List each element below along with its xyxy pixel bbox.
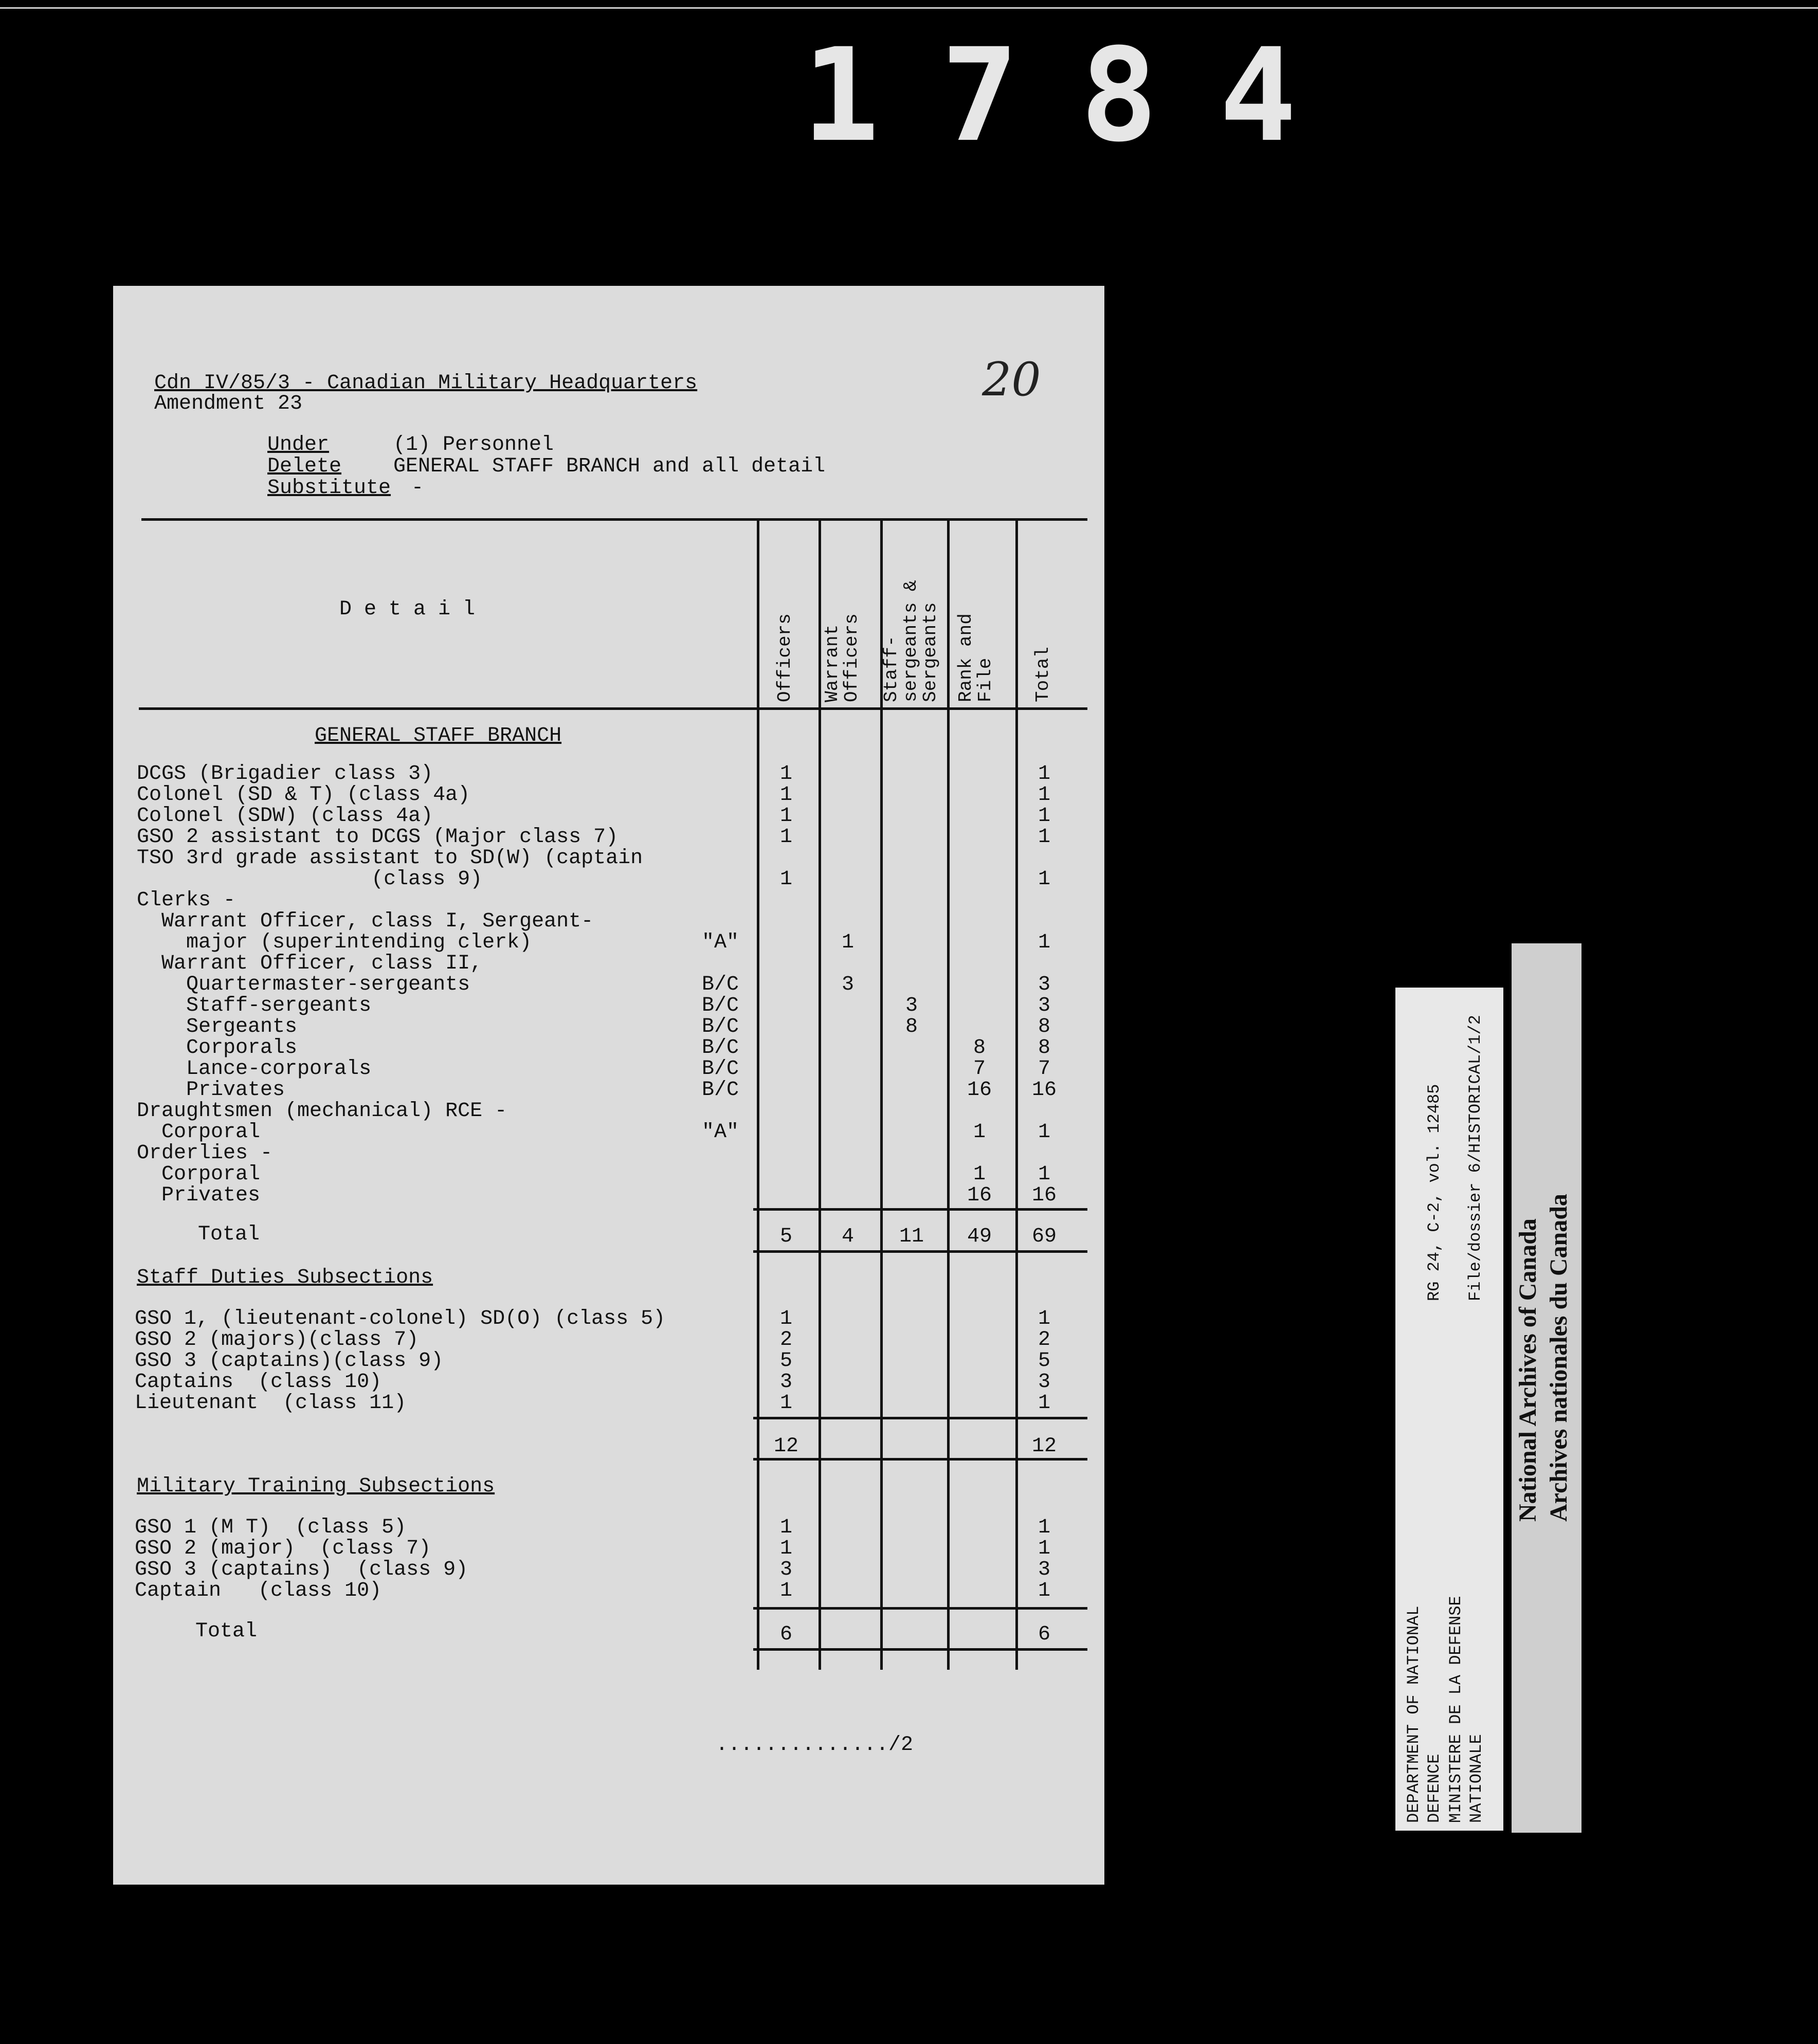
- table-row-detail: Lieutenant (class 11): [135, 1392, 407, 1415]
- table-cell-tot: 8: [1038, 1015, 1050, 1038]
- record-group-reference: RG 24, C-2, vol. 12485: [1425, 1084, 1444, 1301]
- subtotal-rule-bottom: [753, 1458, 1087, 1461]
- table-cell-off: 2: [779, 1328, 792, 1352]
- table-cell-off: 1: [779, 1392, 792, 1415]
- table-header-rule: [139, 707, 1087, 710]
- table-cell-ss: 8: [905, 1015, 918, 1038]
- total-rule-top: [753, 1208, 1087, 1211]
- table-top-rule: [141, 518, 1087, 521]
- table-cell-tot: 1: [1038, 931, 1050, 954]
- table-cell-tot: 8: [1038, 1036, 1050, 1060]
- table-cell-tot: 16: [1031, 1079, 1057, 1102]
- table-cell-tot: 16: [1031, 1184, 1057, 1207]
- staff-sergeants-column-header: Staff- sergeants & Sergeants: [881, 580, 941, 702]
- table-cell-rf: 1: [973, 1121, 986, 1144]
- total-staff-sergeants: 11: [899, 1225, 924, 1248]
- table-cell-tot: 1: [1038, 805, 1050, 828]
- table-cell-tot: 1: [1038, 783, 1050, 807]
- table-cell-tot: 3: [1038, 1558, 1050, 1581]
- table-cell-tot: 2: [1038, 1328, 1050, 1352]
- table-cell-off: 3: [779, 1558, 792, 1581]
- delete-label: Delete: [267, 455, 342, 478]
- archive-name-english: National Archives of Canada: [1514, 1218, 1541, 1522]
- total-officers: 5: [779, 1225, 792, 1248]
- total-rank-and-file: 49: [967, 1225, 992, 1248]
- table-cell-tot: 1: [1038, 1516, 1050, 1539]
- frame-number: 1784: [802, 21, 1359, 170]
- table-row-detail: Corporals: [137, 1036, 298, 1060]
- officers-column-header: Officers: [774, 613, 795, 702]
- total-warrant-officers: 4: [841, 1225, 854, 1248]
- subtotal-officers: 12: [773, 1435, 798, 1458]
- substitute-value: -: [411, 477, 424, 500]
- table-row-detail: major (superintending clerk): [137, 931, 532, 954]
- table-row-detail: Captain (class 10): [135, 1579, 382, 1602]
- file-reference: File/dossier 6/HISTORICAL/1/2: [1466, 1015, 1485, 1301]
- detail-column-header: D e t a i l: [339, 598, 476, 621]
- table-cell-tot: 1: [1038, 1392, 1050, 1415]
- table-row-detail: GSO 3 (captains)(class 9): [135, 1349, 444, 1373]
- under-value: (1) Personnel: [393, 433, 554, 457]
- table-cell-rf: 1: [973, 1163, 986, 1186]
- table-row-grade: B/C: [702, 994, 739, 1017]
- delete-value: GENERAL STAFF BRANCH and all detail: [393, 455, 826, 478]
- table-row-detail: Sergeants: [137, 1015, 298, 1038]
- section-title-staff-duties: Staff Duties Subsections: [137, 1266, 433, 1289]
- table-row-detail: Warrant Officer, class I, Sergeant-: [137, 910, 594, 933]
- substitute-label: Substitute: [267, 477, 391, 500]
- table-row-detail: GSO 2 assistant to DCGS (Major class 7): [137, 826, 619, 849]
- section-title-military-training: Military Training Subsections: [137, 1475, 495, 1498]
- table-cell-wo: 3: [841, 973, 854, 996]
- table-cell-tot: 1: [1038, 1579, 1050, 1602]
- table-row-detail: Clerks -: [137, 889, 236, 912]
- table-row-detail: Warrant Officer, class II,: [137, 952, 483, 975]
- table-cell-tot: 3: [1038, 973, 1050, 996]
- table-cell-tot: 1: [1038, 1537, 1050, 1560]
- table-cell-tot: 1: [1038, 1121, 1050, 1144]
- table-row-detail: TSO 3rd grade assistant to SD(W) (captain: [137, 847, 643, 870]
- document-page: [113, 286, 1104, 1885]
- section-title-general-staff: GENERAL STAFF BRANCH: [315, 724, 562, 747]
- table-row-detail: Lance-corporals: [137, 1057, 372, 1081]
- table-row-detail: Draughtsmen (mechanical) RCE -: [137, 1100, 507, 1123]
- table-row-detail: Colonel (SD & T) (class 4a): [137, 783, 470, 807]
- table-cell-off: 1: [779, 762, 792, 786]
- table-row-detail: (class 9): [137, 868, 483, 891]
- rank-and-file-column-header: Rank and File: [955, 613, 996, 702]
- table-row-detail: Staff-sergeants: [137, 994, 372, 1017]
- total-label: Total: [198, 1223, 260, 1246]
- table-row-detail: GSO 1, (lieutenant-colonel) SD(O) (class 5): [135, 1307, 666, 1330]
- table-cell-tot: 1: [1038, 1307, 1050, 1330]
- table-cell-rf: 8: [973, 1036, 986, 1060]
- department-french: MINISTERE DE LA DEFENSE NATIONALE: [1446, 1596, 1486, 1823]
- film-edge-line: [0, 7, 1818, 9]
- table-cell-off: 1: [779, 805, 792, 828]
- table-row-grade: B/C: [702, 1036, 739, 1060]
- table-row-grade: B/C: [702, 1079, 739, 1102]
- mt-total-label: Total: [195, 1620, 258, 1643]
- table-row-detail: Orderlies -: [137, 1142, 273, 1165]
- table-row-grade: B/C: [702, 1015, 739, 1038]
- table-cell-tot: 1: [1038, 762, 1050, 786]
- table-row-detail: Captains (class 10): [135, 1371, 382, 1394]
- column-divider: [757, 518, 759, 1670]
- table-cell-off: 3: [779, 1371, 792, 1394]
- department-english: DEPARTMENT OF NATIONAL DEFENCE: [1404, 1605, 1444, 1823]
- mt-total-rule-bottom: [753, 1648, 1087, 1651]
- table-cell-rf: 16: [967, 1184, 992, 1207]
- table-row-detail: GSO 2 (major) (class 7): [135, 1537, 431, 1560]
- table-cell-rf: 16: [967, 1079, 992, 1102]
- column-divider: [947, 518, 950, 1670]
- table-row-detail: Privates: [137, 1184, 261, 1207]
- table-cell-ss: 3: [905, 994, 918, 1017]
- table-cell-tot: 1: [1038, 868, 1050, 891]
- table-row-detail: Quartermaster-sergeants: [137, 973, 470, 996]
- table-row-grade: B/C: [702, 973, 739, 996]
- table-row-detail: Corporal: [137, 1163, 261, 1186]
- table-cell-tot: 5: [1038, 1349, 1050, 1373]
- total-column-header: Total: [1032, 646, 1053, 702]
- mt-total-rule-top: [753, 1607, 1087, 1610]
- table-cell-off: 1: [779, 1516, 792, 1539]
- table-cell-off: 5: [779, 1349, 792, 1373]
- subtotal-overall: 12: [1031, 1435, 1057, 1458]
- table-cell-tot: 1: [1038, 1163, 1050, 1186]
- table-row-detail: Corporal: [137, 1121, 261, 1144]
- table-row-detail: GSO 1 (M T) (class 5): [135, 1516, 407, 1539]
- handwritten-page-number: 20: [982, 353, 1041, 407]
- table-cell-off: 1: [779, 1537, 792, 1560]
- warrant-officers-column-header: Warrant Officers: [822, 613, 862, 702]
- amendment-label: Amendment 23: [154, 392, 303, 415]
- table-cell-off: 1: [779, 783, 792, 807]
- table-row-detail: GSO 2 (majors)(class 7): [135, 1328, 419, 1352]
- total-overall: 69: [1031, 1225, 1057, 1248]
- mt-total-overall: 6: [1038, 1623, 1050, 1646]
- table-row-detail: DCGS (Brigadier class 3): [137, 762, 433, 786]
- table-row-detail: Colonel (SDW) (class 4a): [137, 805, 433, 828]
- subtotal-rule-top: [753, 1417, 1087, 1419]
- table-cell-off: 1: [779, 826, 792, 849]
- archive-label: [1395, 988, 1503, 1831]
- archive-stamp: [1512, 943, 1581, 1833]
- table-cell-tot: 7: [1038, 1057, 1050, 1081]
- archive-name-french: Archives nationales du Canada: [1545, 1194, 1572, 1522]
- under-label: Under: [267, 433, 330, 457]
- continuation-note: ............../2: [716, 1733, 914, 1757]
- mt-total-officers: 6: [779, 1623, 792, 1646]
- table-row-grade: B/C: [702, 1057, 739, 1081]
- column-divider: [1015, 518, 1018, 1670]
- table-row-detail: Privates: [137, 1079, 285, 1102]
- document-heading: Cdn IV/85/3 - Canadian Military Headquarters: [154, 372, 698, 395]
- table-cell-tot: 3: [1038, 994, 1050, 1017]
- table-cell-tot: 1: [1038, 826, 1050, 849]
- table-cell-off: 1: [779, 1579, 792, 1602]
- table-cell-tot: 3: [1038, 1371, 1050, 1394]
- table-cell-off: 1: [779, 868, 792, 891]
- table-cell-off: 1: [779, 1307, 792, 1330]
- total-rule-bottom: [753, 1250, 1087, 1253]
- table-row-detail: GSO 3 (captains) (class 9): [135, 1558, 468, 1581]
- column-divider: [819, 518, 821, 1670]
- table-row-grade: "A": [702, 931, 739, 954]
- table-cell-rf: 7: [973, 1057, 986, 1081]
- table-row-grade: "A": [702, 1121, 739, 1144]
- table-cell-wo: 1: [841, 931, 854, 954]
